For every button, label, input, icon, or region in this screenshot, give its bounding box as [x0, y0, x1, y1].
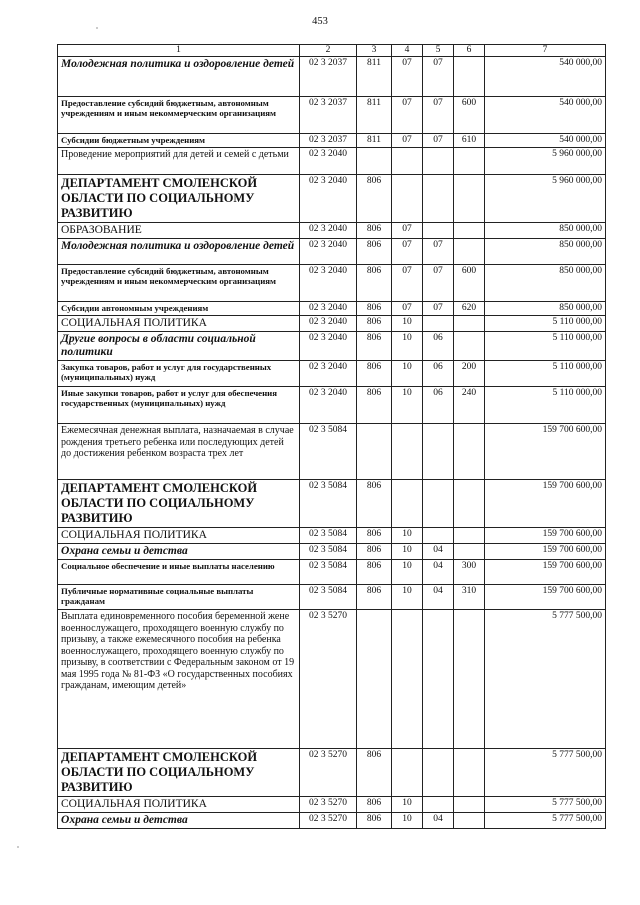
subsection-code: 04	[423, 813, 454, 829]
subsection-code	[423, 797, 454, 813]
row-name: Предоставление субсидий бюджетным, автономным учреждениям и иным некоммерческим организациям	[58, 265, 300, 302]
section-code	[392, 610, 423, 749]
ministry-code	[357, 610, 392, 749]
section-code: 10	[392, 387, 423, 424]
amount-value: 5 960 000,00	[485, 148, 606, 175]
subsection-code	[423, 148, 454, 175]
expense-type-code	[454, 424, 485, 480]
amount-value: 5 960 000,00	[485, 175, 606, 223]
expense-type-code	[454, 57, 485, 97]
table-row	[58, 813, 606, 829]
row-name: Охрана семьи и детства	[58, 544, 300, 560]
row-name: Закупка товаров, работ и услуг для государственных (муниципальных) нужд	[58, 361, 300, 387]
subsection-code	[423, 480, 454, 528]
ministry-code: 806	[357, 480, 392, 528]
table-row	[58, 528, 606, 544]
table-row	[58, 239, 606, 265]
target-article-code: 02 3 2040	[300, 316, 357, 332]
section-code	[392, 480, 423, 528]
table-row	[58, 480, 606, 528]
amount-value: 5 110 000,00	[485, 332, 606, 361]
ministry-code: 806	[357, 560, 392, 585]
subsection-code: 06	[423, 332, 454, 361]
target-article-code: 02 3 5270	[300, 797, 357, 813]
ministry-code: 811	[357, 134, 392, 148]
amount-value: 5 110 000,00	[485, 316, 606, 332]
subsection-code: 04	[423, 585, 454, 610]
table-row	[58, 148, 606, 175]
target-article-code: 02 3 2040	[300, 239, 357, 265]
ministry-code: 806	[357, 302, 392, 316]
expense-type-code	[454, 316, 485, 332]
section-code: 10	[392, 585, 423, 610]
target-article-code: 02 3 2040	[300, 387, 357, 424]
ministry-code: 806	[357, 316, 392, 332]
expense-type-code	[454, 813, 485, 829]
target-article-code: 02 3 2037	[300, 57, 357, 97]
row-name: Иные закупки товаров, работ и услуг для обеспечения государственных (муниципальных) нужд	[58, 387, 300, 424]
section-code: 07	[392, 134, 423, 148]
row-name: Ежемесячная денежная выплата, назначаемая в случае рождения третьего ребенка или последующих детей до достижения ребенком возраста трех лет	[58, 424, 300, 480]
expense-type-code	[454, 239, 485, 265]
subsection-code	[423, 424, 454, 480]
row-name: СОЦИАЛЬНАЯ ПОЛИТИКА	[58, 797, 300, 813]
subsection-code: 06	[423, 387, 454, 424]
target-article-code: 02 3 2040	[300, 302, 357, 316]
target-article-code: 02 3 5270	[300, 610, 357, 749]
amount-value: 850 000,00	[485, 302, 606, 316]
amount-value: 5 777 500,00	[485, 610, 606, 749]
table-row	[58, 223, 606, 239]
column-header: 1	[58, 45, 300, 57]
expense-type-code	[454, 175, 485, 223]
amount-value: 5 777 500,00	[485, 813, 606, 829]
target-article-code: 02 3 5084	[300, 480, 357, 528]
target-article-code: 02 3 2040	[300, 361, 357, 387]
target-article-code: 02 3 2040	[300, 223, 357, 239]
section-code	[392, 175, 423, 223]
subsection-code: 07	[423, 134, 454, 148]
subsection-code: 07	[423, 265, 454, 302]
subsection-code	[423, 528, 454, 544]
row-name: Проведение мероприятий для детей и семей с детьми	[58, 148, 300, 175]
table-row	[58, 265, 606, 302]
expense-type-code: 600	[454, 97, 485, 134]
target-article-code: 02 3 2037	[300, 134, 357, 148]
section-code: 10	[392, 316, 423, 332]
amount-value: 159 700 600,00	[485, 424, 606, 480]
amount-value: 5 777 500,00	[485, 797, 606, 813]
row-name: Публичные нормативные социальные выплаты гражданам	[58, 585, 300, 610]
section-code: 07	[392, 265, 423, 302]
expense-type-code	[454, 332, 485, 361]
target-article-code: 02 3 2040	[300, 148, 357, 175]
subsection-code	[423, 749, 454, 797]
table-row	[58, 57, 606, 97]
row-name: Молодежная политика и оздоровление детей	[58, 57, 300, 97]
row-name: ДЕПАРТАМЕНТ СМОЛЕНСКОЙ ОБЛАСТИ ПО СОЦИАЛЬНОМУ РАЗВИТИЮ	[58, 749, 300, 797]
column-header: 5	[423, 45, 454, 57]
table-row	[58, 560, 606, 585]
section-code: 07	[392, 57, 423, 97]
expense-type-code	[454, 223, 485, 239]
column-header: 3	[357, 45, 392, 57]
ministry-code: 806	[357, 387, 392, 424]
scan-speck	[96, 27, 98, 29]
row-name: Предоставление субсидий бюджетным, автономным учреждениям и иным некоммерческим организациям	[58, 97, 300, 134]
subsection-code: 07	[423, 97, 454, 134]
column-header: 7	[485, 45, 606, 57]
target-article-code: 02 3 2040	[300, 175, 357, 223]
section-code	[392, 749, 423, 797]
budget-table	[57, 44, 606, 829]
row-name: Выплата единовременного пособия беременной жене военнослужащего, проходящего военную службу по призыву, а также ежемесячного пособия на ребенка военнослужащего, проходящего военную службу по призыву, в соответствии с Федеральным законом от 19 мая 1995 года № 81-ФЗ «О государственных пособиях гражданам, имеющим детей»	[58, 610, 300, 749]
table-row	[58, 332, 606, 361]
row-name: СОЦИАЛЬНАЯ ПОЛИТИКА	[58, 316, 300, 332]
amount-value: 159 700 600,00	[485, 544, 606, 560]
table-row	[58, 387, 606, 424]
section-code: 10	[392, 813, 423, 829]
ministry-code: 806	[357, 265, 392, 302]
ministry-code: 811	[357, 97, 392, 134]
row-name: Охрана семьи и детства	[58, 813, 300, 829]
target-article-code: 02 3 5270	[300, 749, 357, 797]
ministry-code: 806	[357, 797, 392, 813]
table-row	[58, 175, 606, 223]
ministry-code: 806	[357, 332, 392, 361]
amount-value: 540 000,00	[485, 134, 606, 148]
expense-type-code: 200	[454, 361, 485, 387]
subsection-code: 07	[423, 239, 454, 265]
table-row	[58, 316, 606, 332]
page-number: 453	[312, 16, 328, 27]
section-code: 10	[392, 797, 423, 813]
row-name: Субсидии бюджетным учреждениям	[58, 134, 300, 148]
section-code: 10	[392, 544, 423, 560]
table-header-row	[58, 45, 606, 57]
expense-type-code: 310	[454, 585, 485, 610]
table-row	[58, 797, 606, 813]
amount-value: 850 000,00	[485, 223, 606, 239]
expense-type-code: 240	[454, 387, 485, 424]
column-header: 6	[454, 45, 485, 57]
row-name: Социальное обеспечение и иные выплаты населению	[58, 560, 300, 585]
expense-type-code	[454, 480, 485, 528]
ministry-code: 806	[357, 749, 392, 797]
section-code: 07	[392, 302, 423, 316]
ministry-code: 806	[357, 223, 392, 239]
expense-type-code	[454, 148, 485, 175]
expense-type-code: 600	[454, 265, 485, 302]
expense-type-code	[454, 544, 485, 560]
ministry-code: 806	[357, 361, 392, 387]
section-code: 10	[392, 560, 423, 585]
ministry-code: 806	[357, 544, 392, 560]
row-name: ОБРАЗОВАНИЕ	[58, 223, 300, 239]
ministry-code: 806	[357, 175, 392, 223]
target-article-code: 02 3 5084	[300, 585, 357, 610]
target-article-code: 02 3 5084	[300, 424, 357, 480]
target-article-code: 02 3 2037	[300, 97, 357, 134]
table-row	[58, 424, 606, 480]
row-name: Молодежная политика и оздоровление детей	[58, 239, 300, 265]
section-code: 07	[392, 239, 423, 265]
subsection-code	[423, 223, 454, 239]
column-header: 4	[392, 45, 423, 57]
target-article-code: 02 3 5084	[300, 544, 357, 560]
section-code	[392, 148, 423, 175]
expense-type-code	[454, 528, 485, 544]
target-article-code: 02 3 2040	[300, 332, 357, 361]
section-code: 10	[392, 528, 423, 544]
target-article-code: 02 3 5270	[300, 813, 357, 829]
amount-value: 5 110 000,00	[485, 387, 606, 424]
table-row	[58, 302, 606, 316]
amount-value: 159 700 600,00	[485, 480, 606, 528]
expense-type-code	[454, 610, 485, 749]
table-row	[58, 610, 606, 749]
amount-value: 5 777 500,00	[485, 749, 606, 797]
table-row	[58, 134, 606, 148]
table-row	[58, 97, 606, 134]
section-code	[392, 424, 423, 480]
amount-value: 159 700 600,00	[485, 560, 606, 585]
expense-type-code: 620	[454, 302, 485, 316]
scan-speck	[17, 846, 19, 848]
row-name: Другие вопросы в области социальной политики	[58, 332, 300, 361]
ministry-code: 806	[357, 239, 392, 265]
amount-value: 5 110 000,00	[485, 361, 606, 387]
ministry-code	[357, 424, 392, 480]
target-article-code: 02 3 2040	[300, 265, 357, 302]
section-code: 07	[392, 223, 423, 239]
ministry-code: 806	[357, 813, 392, 829]
section-code: 07	[392, 97, 423, 134]
subsection-code: 07	[423, 57, 454, 97]
amount-value: 850 000,00	[485, 265, 606, 302]
row-name: СОЦИАЛЬНАЯ ПОЛИТИКА	[58, 528, 300, 544]
table-row	[58, 749, 606, 797]
row-name: ДЕПАРТАМЕНТ СМОЛЕНСКОЙ ОБЛАСТИ ПО СОЦИАЛЬНОМУ РАЗВИТИЮ	[58, 175, 300, 223]
subsection-code	[423, 316, 454, 332]
ministry-code: 811	[357, 57, 392, 97]
table-row	[58, 544, 606, 560]
expense-type-code	[454, 749, 485, 797]
row-name: ДЕПАРТАМЕНТ СМОЛЕНСКОЙ ОБЛАСТИ ПО СОЦИАЛЬНОМУ РАЗВИТИЮ	[58, 480, 300, 528]
table-row	[58, 361, 606, 387]
row-name: Субсидии автономным учреждениям	[58, 302, 300, 316]
target-article-code: 02 3 5084	[300, 528, 357, 544]
subsection-code: 04	[423, 560, 454, 585]
amount-value: 159 700 600,00	[485, 528, 606, 544]
expense-type-code: 300	[454, 560, 485, 585]
ministry-code: 806	[357, 528, 392, 544]
subsection-code	[423, 610, 454, 749]
amount-value: 850 000,00	[485, 239, 606, 265]
column-header: 2	[300, 45, 357, 57]
ministry-code: 806	[357, 585, 392, 610]
section-code: 10	[392, 332, 423, 361]
subsection-code: 06	[423, 361, 454, 387]
subsection-code: 07	[423, 302, 454, 316]
subsection-code: 04	[423, 544, 454, 560]
amount-value: 540 000,00	[485, 57, 606, 97]
subsection-code	[423, 175, 454, 223]
target-article-code: 02 3 5084	[300, 560, 357, 585]
expense-type-code: 610	[454, 134, 485, 148]
amount-value: 540 000,00	[485, 97, 606, 134]
amount-value: 159 700 600,00	[485, 585, 606, 610]
section-code: 10	[392, 361, 423, 387]
expense-type-code	[454, 797, 485, 813]
table-row	[58, 585, 606, 610]
ministry-code	[357, 148, 392, 175]
